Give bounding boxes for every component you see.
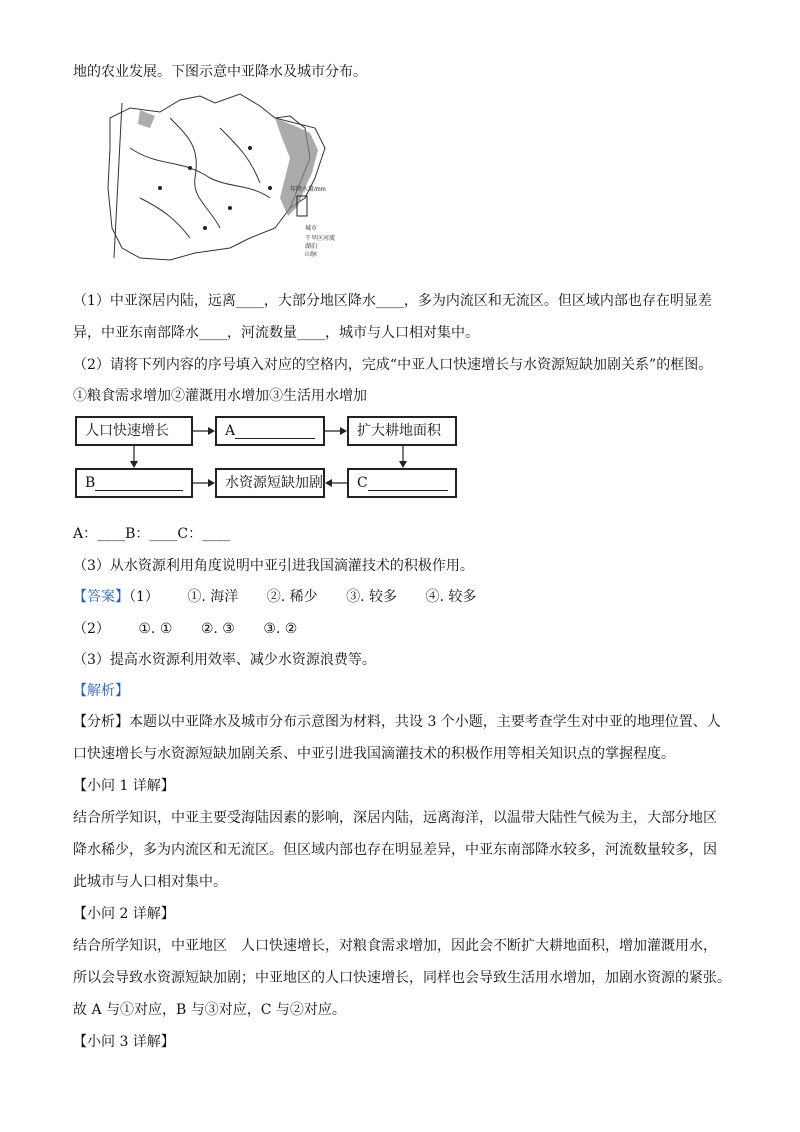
flow-box-population: 人口快速增长 xyxy=(75,416,193,446)
legend-river: 干旱区河流 xyxy=(305,236,336,242)
answer-line2: （2） ①. ① ②. ③ ③. ② xyxy=(73,621,298,637)
analysis-fx2: 口快速增长与水资源短缺加剧关系、中亚引进我国滴灌技术的积极作用等相关知识点的掌握程度。 xyxy=(73,746,675,762)
answer-item: ③. 较多 xyxy=(346,589,397,605)
q2-options: ①粮食需求增加②灌溉用水增加③生活用水增加 xyxy=(73,388,367,404)
section1-title: 【小问 1 详解】 xyxy=(73,778,175,794)
section1-line3: 此城市与人口相对集中。 xyxy=(73,874,227,890)
q3-text: （3）从水资源利用角度说明中亚引进我国滴灌技术的积极作用。 xyxy=(73,558,474,574)
answer-item: ③. ② xyxy=(263,621,298,637)
answer-line3: （3）提高水资源利用效率、减少水资源浪费等。 xyxy=(73,652,376,668)
q2-line1: （2）请将下列内容的序号填入对应的空格内，完成“中亚人口快速增长与水资源短缺加剧关系”的框图。 xyxy=(73,357,713,373)
legend-mountain: 山脉 xyxy=(305,252,318,258)
answer-tag: 【答案】 xyxy=(73,589,129,605)
legend-title: 年降水量/mm xyxy=(290,187,326,193)
analysis-tag: 【解析】 xyxy=(73,683,129,699)
section3-title: 【小问 3 详解】 xyxy=(73,1034,175,1050)
legend-lake: 湖泊 xyxy=(305,244,318,250)
section2-line3: 故 A 与①对应，B 与③对应，C 与②对应。 xyxy=(73,1002,346,1018)
answer-line1: 【答案】（1） ①. 海洋 ②. 稀少 ③. 较多 ④. 较多 xyxy=(73,589,477,605)
arrow-left-1 xyxy=(325,478,347,488)
answer-item: ②. ③ xyxy=(200,621,235,637)
answer-item: ④. 较多 xyxy=(425,589,477,605)
q1-line2: 异，中亚东南部降水____，河流数量____，城市与人口相对集中。 xyxy=(73,325,479,341)
arrow-right-2 xyxy=(325,426,347,436)
flow-box-farmland: 扩大耕地面积 xyxy=(347,416,457,446)
flow-box-water-shortage: 水资源短缺加剧 xyxy=(215,468,325,498)
section2-line2: 所以会导致水资源短缺加剧；中亚地区的人口快速增长，同样也会导致生活用水增加，加剧水资源的紧张。 xyxy=(73,970,731,986)
answer-item: ①. 海洋 xyxy=(187,589,239,605)
answer-item: ①. ① xyxy=(138,621,173,637)
arrow-right-1 xyxy=(193,426,215,436)
abc-blanks: A：____B：____C：____ xyxy=(73,526,231,542)
legend-city: 城市 xyxy=(305,226,318,232)
section1-line1: 结合所学知识，中亚主要受海陆因素的影响，深居内陆，远离海洋，以温带大陆性气候为主，大部分地区 xyxy=(73,810,717,826)
flow-box-c: C xyxy=(347,468,457,498)
central-asia-map xyxy=(100,88,355,270)
q1-line1: （1）中亚深居内陆，远离____，大部分地区降水____，多为内流区和无流区。但区域内部也存在明显差 xyxy=(73,293,712,309)
analysis-fx1: 【分析】本题以中亚降水及城市分布示意图为材料，共设 3 个小题，主要考查学生对中亚的地理位置、人 xyxy=(73,714,721,730)
intro-text: 地的农业发展。下图示意中亚降水及城市分布。 xyxy=(73,64,367,80)
answer-item: ②. 稀少 xyxy=(266,589,318,605)
section1-line2: 降水稀少，多为内流区和无流区。但区域内部也存在明显差异，中亚东南部降水较多，河流数量较多，因 xyxy=(73,842,717,858)
section2-line1: 结合所学知识，中亚地区 人口快速增长，对粮食需求增加，因此会不断扩大耕地面积，增加灌溉用水， xyxy=(73,938,717,954)
arrow-down-1 xyxy=(129,446,139,468)
arrow-right-3 xyxy=(193,478,215,488)
arrow-down-2 xyxy=(398,446,408,468)
section2-title: 【小问 2 详解】 xyxy=(73,906,175,922)
flow-box-a: A xyxy=(215,416,325,446)
flow-box-b: B xyxy=(75,468,193,498)
